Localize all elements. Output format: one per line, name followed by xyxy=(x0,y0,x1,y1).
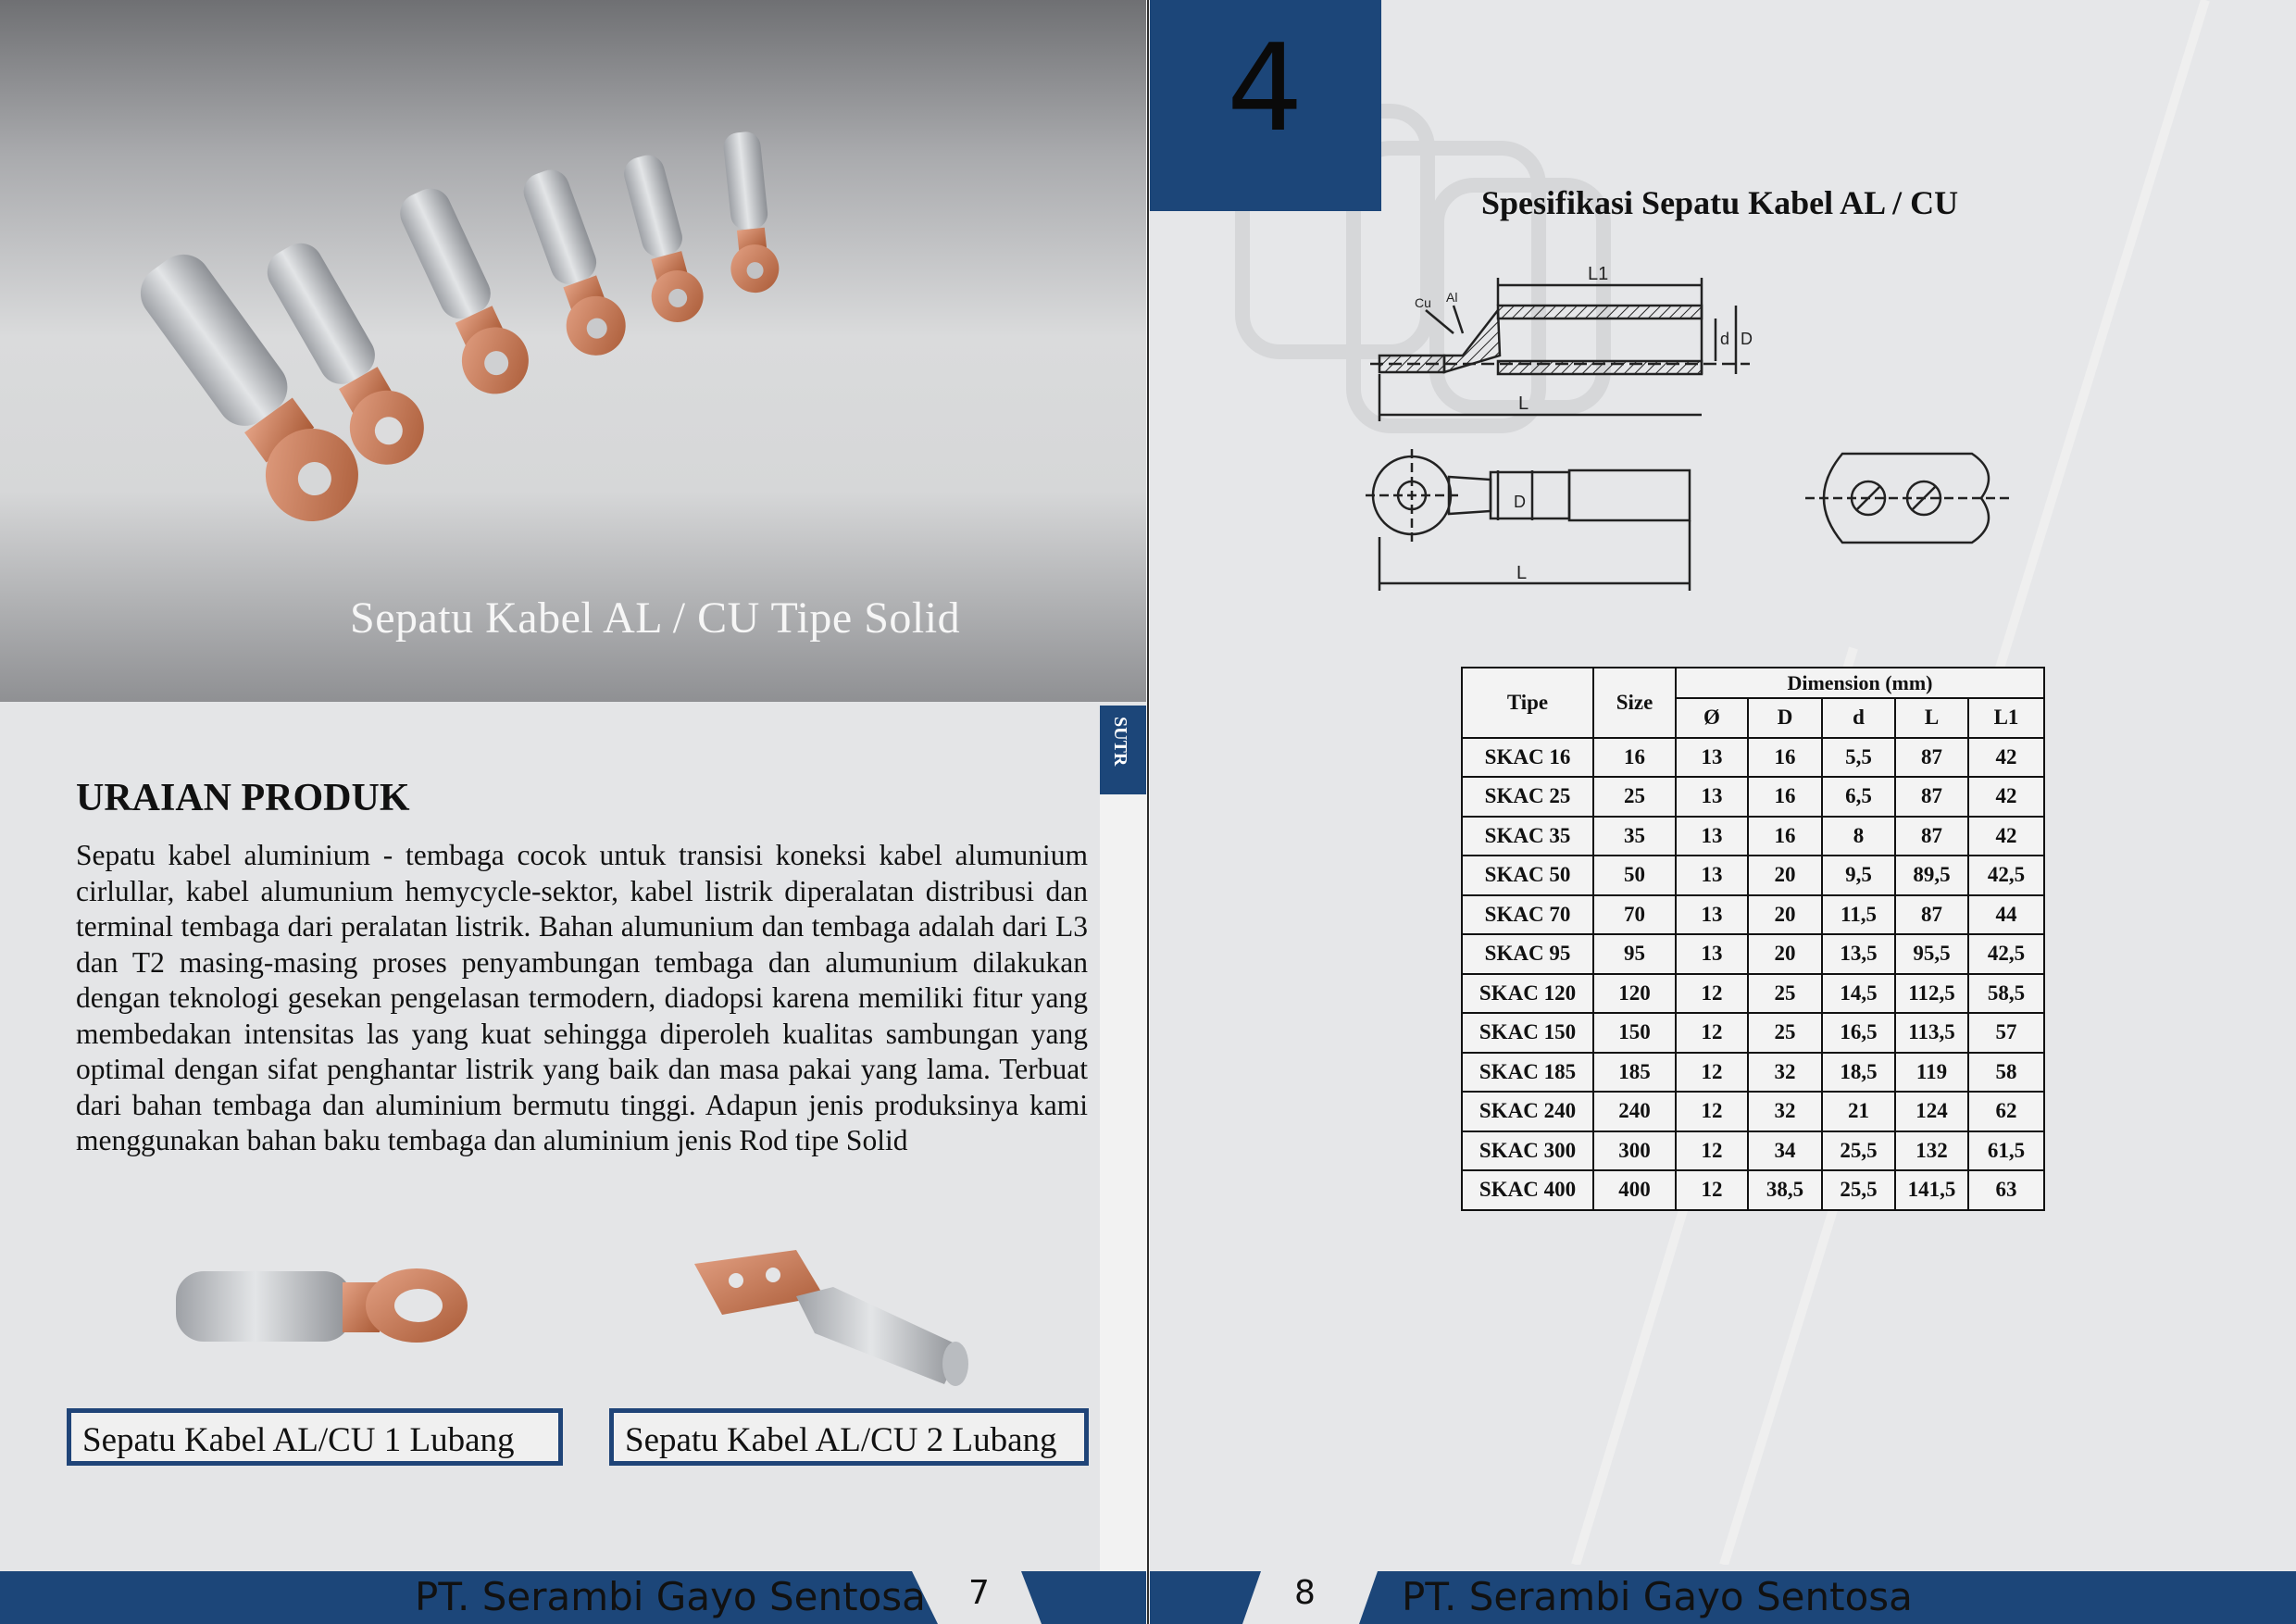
label-one-hole: Sepatu Kabel AL/CU 1 Lubang xyxy=(67,1408,563,1466)
spec-table-body xyxy=(1462,738,2044,1210)
table-cell: 44 xyxy=(1968,895,2044,935)
spine-line xyxy=(1147,0,1149,1624)
table-cell: 42 xyxy=(1968,777,2044,817)
table-cell: 13 xyxy=(1676,738,1748,778)
table-cell: 87 xyxy=(1895,895,1968,935)
table-cell: SKAC 70 xyxy=(1462,895,1593,935)
label-l1: L1 xyxy=(1588,264,1609,284)
table-cell: 25,5 xyxy=(1822,1170,1895,1210)
table-cell: 11,5 xyxy=(1822,895,1895,935)
table-cell: 12 xyxy=(1676,1092,1748,1131)
page-number-left: 7 xyxy=(968,1574,990,1612)
table-cell: 12 xyxy=(1676,1170,1748,1210)
table-cell: 300 xyxy=(1593,1131,1676,1171)
section-title: URAIAN PRODUK xyxy=(76,777,410,819)
footer-notch-left xyxy=(912,1571,1146,1624)
page-edge-strip xyxy=(1100,794,1146,1572)
table-cell: SKAC 50 xyxy=(1462,856,1593,895)
table-cell: 42,5 xyxy=(1968,856,2044,895)
table-cell: 63 xyxy=(1968,1170,2044,1210)
table-cell: 185 xyxy=(1593,1053,1676,1093)
table-cell: SKAC 95 xyxy=(1462,934,1593,974)
table-cell: 50 xyxy=(1593,856,1676,895)
table-cell: 89,5 xyxy=(1895,856,1968,895)
table-cell: 21 xyxy=(1822,1092,1895,1131)
header-dimension: Dimension (mm) xyxy=(1676,668,2044,698)
table-cell: 42,5 xyxy=(1968,934,2044,974)
table-cell: 12 xyxy=(1676,1131,1748,1171)
two-hole-lug-photo xyxy=(685,1245,981,1393)
table-cell: 112,5 xyxy=(1895,974,1968,1014)
table-cell: 38,5 xyxy=(1748,1170,1822,1210)
table-row xyxy=(1462,817,2044,856)
table-row xyxy=(1462,974,2044,1014)
table-cell: 141,5 xyxy=(1895,1170,1968,1210)
table-row xyxy=(1462,1013,2044,1053)
table-cell: 16 xyxy=(1748,777,1822,817)
table-cell: 132 xyxy=(1895,1131,1968,1171)
table-row xyxy=(1462,1092,2044,1131)
header-size: Size xyxy=(1593,668,1676,738)
header-d-outer: D xyxy=(1748,698,1822,738)
cable-lugs-photo xyxy=(74,111,926,574)
table-cell: 12 xyxy=(1676,1053,1748,1093)
footer-company-left: PT. Serambi Gayo Sentosa xyxy=(415,1574,926,1619)
label-l-top: L xyxy=(1518,394,1529,414)
table-cell: 42 xyxy=(1968,817,2044,856)
table-cell: 70 xyxy=(1593,895,1676,935)
table-cell: SKAC 25 xyxy=(1462,777,1593,817)
table-cell: 58 xyxy=(1968,1053,2044,1093)
table-cell: 120 xyxy=(1593,974,1676,1014)
label-l-bottom: L xyxy=(1516,563,1528,583)
table-cell: 16 xyxy=(1748,817,1822,856)
table-row xyxy=(1462,934,2044,974)
table-row xyxy=(1462,895,2044,935)
table-cell: 119 xyxy=(1895,1053,1968,1093)
table-cell: 32 xyxy=(1748,1053,1822,1093)
table-cell: 124 xyxy=(1895,1092,1968,1131)
table-row xyxy=(1462,856,2044,895)
table-cell: 42 xyxy=(1968,738,2044,778)
table-cell: 9,5 xyxy=(1822,856,1895,895)
table-row xyxy=(1462,1053,2044,1093)
chapter-number: 4 xyxy=(1227,18,1304,158)
table-cell: 25 xyxy=(1748,1013,1822,1053)
table-cell: 12 xyxy=(1676,974,1748,1014)
header-d-inner: d xyxy=(1822,698,1895,738)
table-cell: 6,5 xyxy=(1822,777,1895,817)
table-cell: 13,5 xyxy=(1822,934,1895,974)
page-number-right: 8 xyxy=(1294,1574,1316,1612)
table-cell: 61,5 xyxy=(1968,1131,2044,1171)
table-cell: SKAC 150 xyxy=(1462,1013,1593,1053)
table-cell: SKAC 400 xyxy=(1462,1170,1593,1210)
table-cell: 400 xyxy=(1593,1170,1676,1210)
spec-table xyxy=(1461,667,2045,1211)
table-cell: 12 xyxy=(1676,1013,1748,1053)
table-row xyxy=(1462,738,2044,778)
hero-caption: Sepatu Kabel AL / CU Tipe Solid xyxy=(350,593,961,643)
table-cell: 35 xyxy=(1593,817,1676,856)
table-cell: 18,5 xyxy=(1822,1053,1895,1093)
table-cell: 58,5 xyxy=(1968,974,2044,1014)
header-diameter: Ø xyxy=(1676,698,1748,738)
left-page xyxy=(0,0,1146,1624)
table-cell: 16 xyxy=(1748,738,1822,778)
header-tipe: Tipe xyxy=(1462,668,1593,738)
table-cell: 5,5 xyxy=(1822,738,1895,778)
table-cell: 8 xyxy=(1822,817,1895,856)
table-cell: SKAC 16 xyxy=(1462,738,1593,778)
table-cell: SKAC 35 xyxy=(1462,817,1593,856)
footer-company-right: PT. Serambi Gayo Sentosa xyxy=(1402,1574,1913,1619)
table-cell: 13 xyxy=(1676,817,1748,856)
table-cell: 13 xyxy=(1676,777,1748,817)
table-cell: 14,5 xyxy=(1822,974,1895,1014)
table-cell: 32 xyxy=(1748,1092,1822,1131)
table-cell: 87 xyxy=(1895,777,1968,817)
label-d-big: D xyxy=(1741,330,1753,348)
table-cell: 16 xyxy=(1593,738,1676,778)
table-cell: 113,5 xyxy=(1895,1013,1968,1053)
table-row xyxy=(1462,777,2044,817)
label-d-bottom: D xyxy=(1514,493,1526,511)
table-cell: 20 xyxy=(1748,934,1822,974)
technical-drawing xyxy=(1361,259,2028,602)
one-hole-lug-photo xyxy=(167,1255,472,1375)
table-cell: 13 xyxy=(1676,856,1748,895)
table-cell: 34 xyxy=(1748,1131,1822,1171)
table-row xyxy=(1462,1131,2044,1171)
side-tab xyxy=(1100,706,1146,794)
table-cell: 150 xyxy=(1593,1013,1676,1053)
footer-notch-right xyxy=(1150,1571,1400,1624)
label-two-hole: Sepatu Kabel AL/CU 2 Lubang xyxy=(609,1408,1089,1466)
table-cell: 25 xyxy=(1593,777,1676,817)
table-cell: 57 xyxy=(1968,1013,2044,1053)
table-cell: 20 xyxy=(1748,856,1822,895)
table-cell: 95 xyxy=(1593,934,1676,974)
spec-title: Spesifikasi Sepatu Kabel AL / CU xyxy=(1481,184,1959,221)
table-cell: 25 xyxy=(1748,974,1822,1014)
table-cell: 62 xyxy=(1968,1092,2044,1131)
product-description: Sepatu kabel aluminium - tembaga cocok untuk transisi koneksi kabel alumunium cirlullar, kabel alumunium hemycycle-sektor, kabel listrik diperalatan distribusi dan terminal tembaga dari peralatan listrik. Bahan alumunium dan tembaga adalah dari L3 dan T2 masing-masing proses penyambungan tembaga dan alumunium dilakukan dengan teknologi gesekan pengelasan termodern, diadopsi karena memiliki fitur yang membedakan intensitas las yang kuat sehingga diperoleh kualitas sambungan yang optimal dengan sifat penghantar listrik yang baik dan masa pakai yang lama. Terbuat dari bahan tembaga dan aluminium bermutu tinggi. Adapun jenis produksinya kami menggunakan bahan baku tembaga dan aluminium jenis Rod tipe Solid xyxy=(76,839,1088,1156)
table-cell: SKAC 120 xyxy=(1462,974,1593,1014)
side-tab-label: SUTR xyxy=(1110,717,1130,767)
table-cell: 13 xyxy=(1676,895,1748,935)
table-cell: SKAC 185 xyxy=(1462,1053,1593,1093)
label-d-small: d xyxy=(1720,330,1730,348)
table-cell: 87 xyxy=(1895,817,1968,856)
table-cell: SKAC 300 xyxy=(1462,1131,1593,1171)
table-cell: 95,5 xyxy=(1895,934,1968,974)
table-cell: 25,5 xyxy=(1822,1131,1895,1171)
table-cell: 16,5 xyxy=(1822,1013,1895,1053)
table-cell: 20 xyxy=(1748,895,1822,935)
header-length: L xyxy=(1895,698,1968,738)
hero-banner xyxy=(0,0,1146,702)
table-cell: 240 xyxy=(1593,1092,1676,1131)
header-length-1: L1 xyxy=(1968,698,2044,738)
label-al: Al xyxy=(1446,290,1458,305)
label-cu: Cu xyxy=(1415,295,1431,310)
table-cell: 13 xyxy=(1676,934,1748,974)
table-row xyxy=(1462,1170,2044,1210)
table-cell: 87 xyxy=(1895,738,1968,778)
table-cell: SKAC 240 xyxy=(1462,1092,1593,1131)
